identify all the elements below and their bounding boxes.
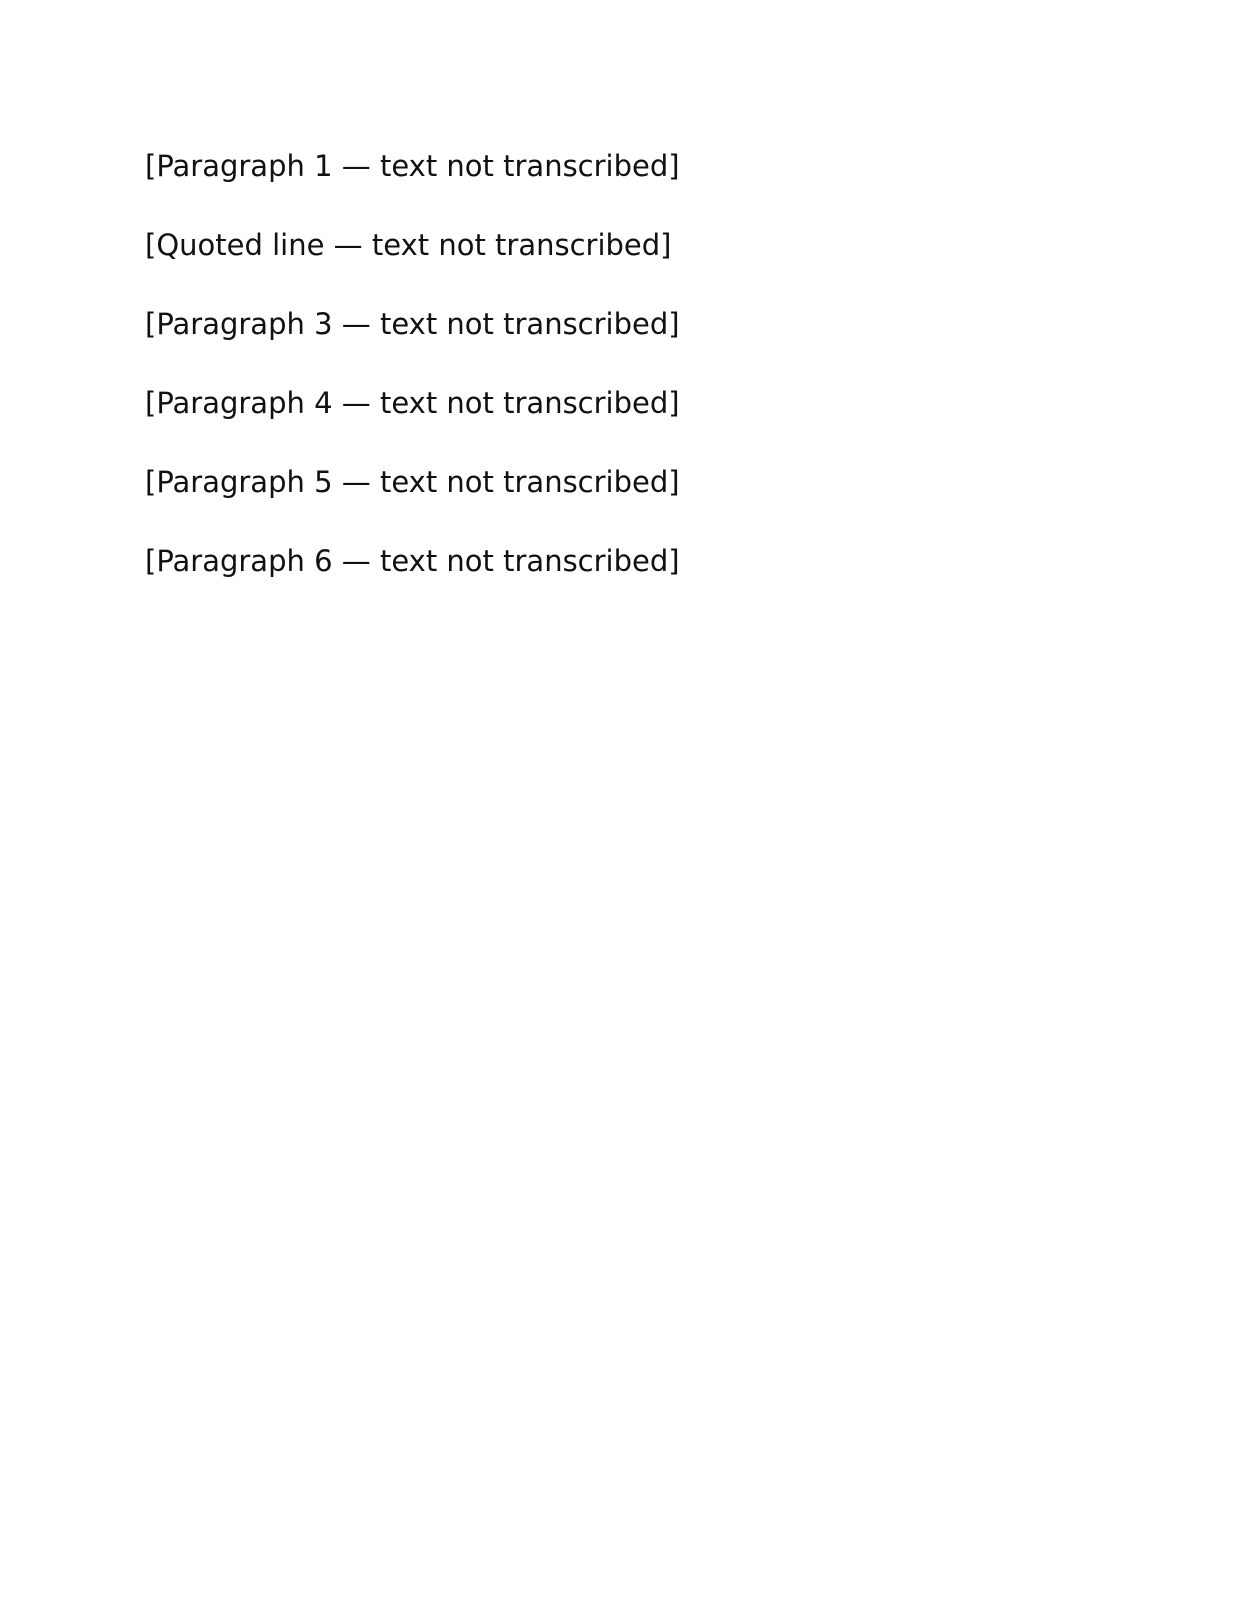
paragraph: [Paragraph 1 — text not transcribed]	[145, 149, 680, 183]
paragraph: [Paragraph 6 — text not transcribed]	[145, 544, 680, 578]
quoted-line: [Quoted line — text not transcribed]	[145, 228, 672, 262]
paragraph: [Paragraph 3 — text not transcribed]	[145, 307, 680, 341]
paragraph: [Paragraph 4 — text not transcribed]	[145, 386, 680, 420]
paragraph: [Paragraph 5 — text not transcribed]	[145, 465, 680, 499]
document-page	[145, 140, 1070, 614]
